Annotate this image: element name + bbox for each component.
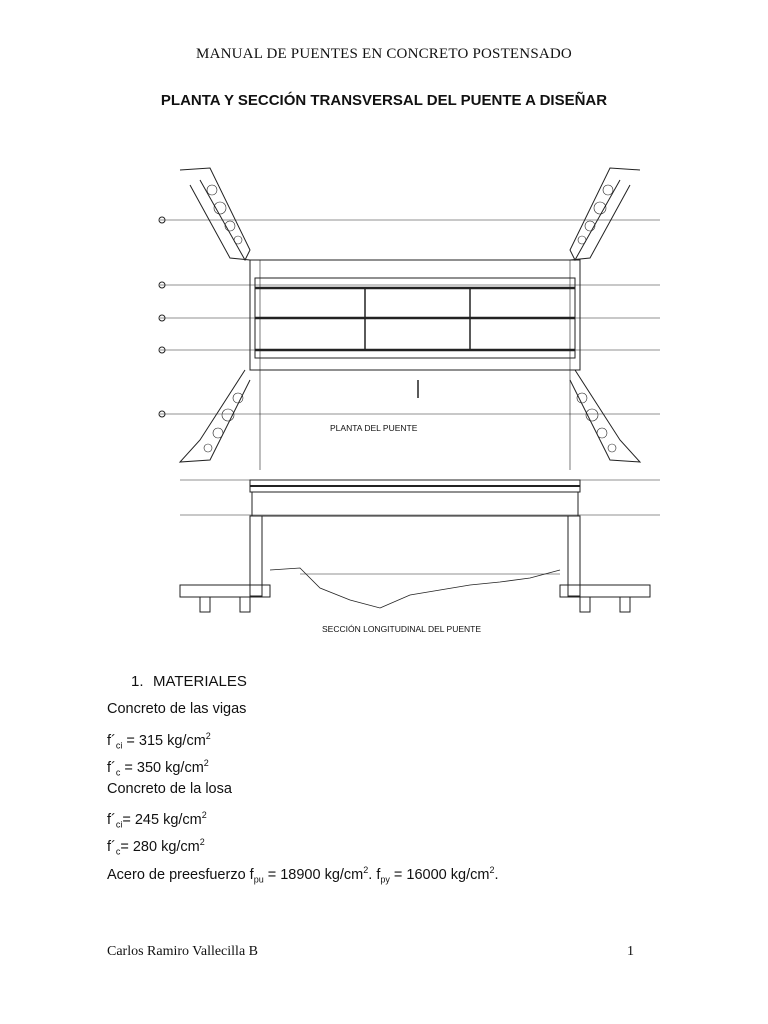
slab-fc-value: = 280 kg/cm xyxy=(120,838,200,855)
slab-fci-sup: 2 xyxy=(201,810,207,820)
running-header: MANUAL DE PUENTES EN CONCRETO POSTENSADO xyxy=(196,46,572,62)
slab-fci-value: = 245 kg/cm xyxy=(122,811,202,828)
prestress-steel-line xyxy=(107,861,498,889)
beam-fc-value: = 350 kg/cm xyxy=(120,759,204,776)
beam-fc-symbol: f´ xyxy=(107,759,116,776)
fpy-sub: py xyxy=(380,874,390,885)
fpy-sup: 2 xyxy=(489,865,495,875)
page-title: PLANTA Y SECCIÓN TRANSVERSAL DEL PUENTE A DISEÑAR xyxy=(160,92,608,109)
beam-fci-symbol: f´ xyxy=(107,732,116,749)
beam-fc-sub: c xyxy=(115,767,121,778)
beam-fci-line xyxy=(107,727,211,755)
page-number: 1 xyxy=(627,944,634,959)
beam-fci-sup: 2 xyxy=(205,731,211,741)
steel-prefix: Acero de preesfuerzo f xyxy=(107,866,254,883)
bridge-drawing xyxy=(140,140,680,640)
beam-concrete-label: Concreto de las vigas xyxy=(107,701,247,717)
slab-fci-line xyxy=(107,806,207,834)
fpu-value: = 18900 kg/cm xyxy=(263,866,364,883)
slab-fc-sub: c xyxy=(115,846,121,857)
plan-caption: PLANTA DEL PUENTE xyxy=(330,423,418,433)
slab-fc-symbol: f´ xyxy=(107,838,116,855)
fpy-value: = 16000 kg/cm xyxy=(389,866,490,883)
section-heading xyxy=(131,673,247,690)
slab-fci-symbol: f´ xyxy=(107,811,116,828)
footer-author: Carlos Ramiro Vallecilla B xyxy=(107,944,258,959)
beam-fci-value: = 315 kg/cm xyxy=(122,732,206,749)
steel-end: . xyxy=(494,866,499,883)
section-number: 1. xyxy=(131,673,144,690)
beam-fc-sup: 2 xyxy=(203,758,209,768)
beam-fc-line xyxy=(107,754,209,782)
slab-concrete-label: Concreto de la losa xyxy=(107,781,232,797)
section-heading-text: MATERIALES xyxy=(153,673,247,690)
slab-fci-sub: ci xyxy=(115,819,123,830)
slab-fc-sup: 2 xyxy=(199,837,205,847)
beam-fci-sub: ci xyxy=(115,740,123,751)
section-caption: SECCIÓN LONGITUDINAL DEL PUENTE xyxy=(322,624,482,634)
fpu-sub: pu xyxy=(253,874,264,885)
fpu-sup: 2 xyxy=(363,865,369,875)
steel-separator: . f xyxy=(368,866,381,883)
slab-fc-line xyxy=(107,833,205,861)
